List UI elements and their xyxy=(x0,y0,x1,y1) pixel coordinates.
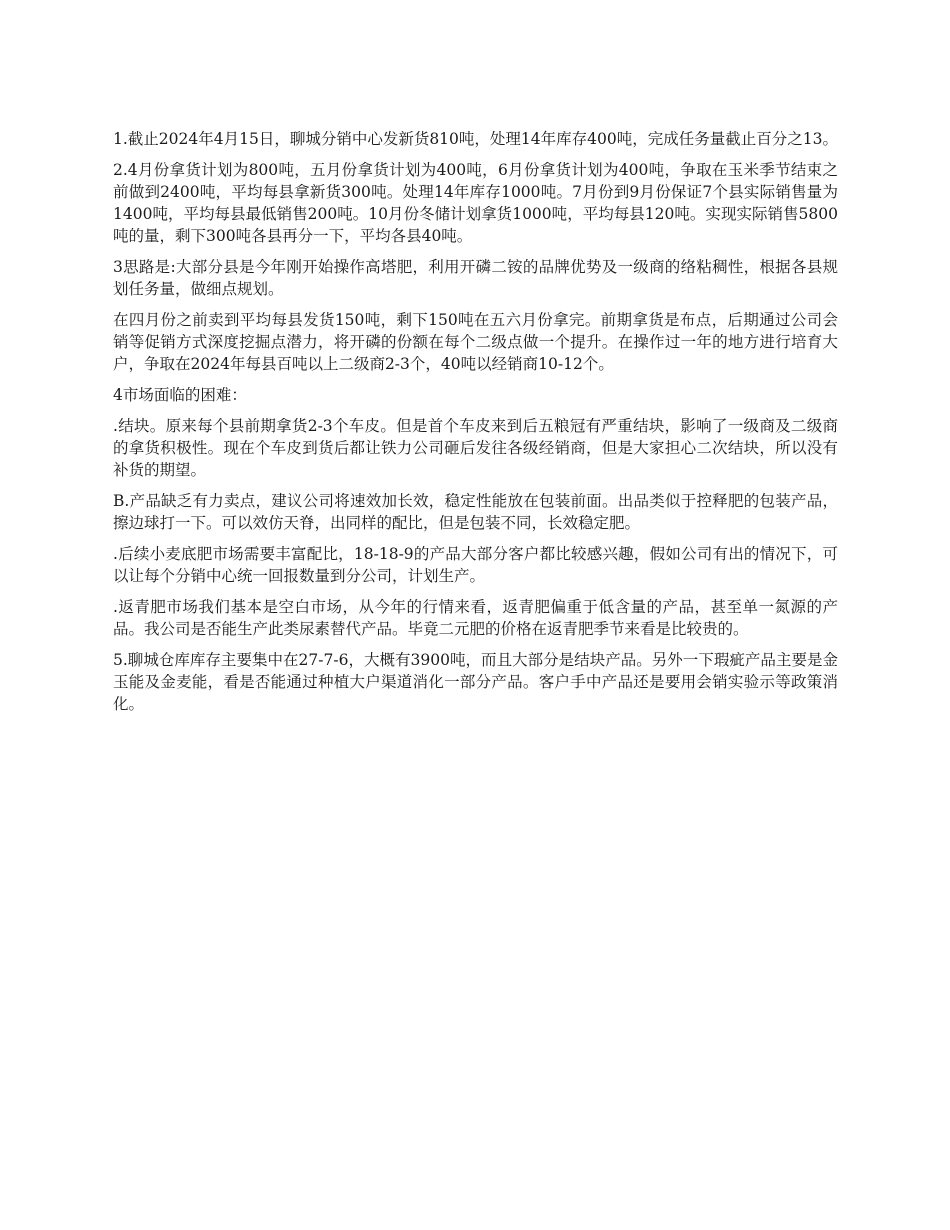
paragraph-progress-summary: 1.截止2024年4月15日，聊城分销中心发新货810吨，处理14年库存400吨，完成任务量截止百分之13。 xyxy=(113,130,838,148)
paragraph-caking-issue: .结块。原来每个县前期拿货2-3个车皮。但是首个车皮来到后五粮冠有严重结块，影响了一级商及二级商的拿货积极性。现在个车皮到货后都让铁力公司砸后发往各级经销商，但是大家担心二次结块，所以没有补货的期望。 xyxy=(113,417,838,479)
paragraph-warehouse-inventory: 5.聊城仓库库存主要集中在27-7-6，大概有3900吨，而且大部分是结块产品。另外一下瑕疵产品主要是金玉能及金麦能，看是否能通过种植大户渠道消化一部分产品。客户手中产品还是要用会销实验示等政策消化。 xyxy=(113,651,838,713)
paragraph-wheat-fertilizer: .后续小麦底肥市场需要丰富配比，18-18-9的产品大部分客户都比较感兴趣，假如公司有出的情况下，可以让每个分销中心统一回报数量到分公司，计划生产。 xyxy=(113,545,838,585)
paragraph-selling-point-issue: B.产品缺乏有力卖点，建议公司将速效加长效，稳定性能放在包装前面。出品类似于控释肥的包装产品，擦边球打一下。可以效仿天脊，出同样的配比，但是包装不同，长效稳定肥。 xyxy=(113,492,838,532)
paragraph-topdressing-market: .返青肥市场我们基本是空白市场，从今年的行情来看，返青肥偏重于低含量的产品，甚至单一氮源的产品。我公司是否能生产此类尿素替代产品。毕竟二元肥的价格在返青肥季节来看是比较贵的。 xyxy=(113,598,838,638)
paragraph-strategy: 3思路是:大部分县是今年刚开始操作高塔肥，利用开磷二铵的品牌优势及一级商的络粘稠性，根据各县规划任务量，做细点规划。 xyxy=(113,258,838,298)
paragraph-strategy-detail: 在四月份之前卖到平均每县发货150吨，剩下150吨在五六月份拿完。前期拿货是布点，后期通过公司会销等促销方式深度挖掘点潜力，将开磷的份额在每个二级点做一个提升。在操作过一年的地方进行培育大户，争取在2024年每县百吨以上二级商2-3个，40吨以经销商10-12个。 xyxy=(113,311,838,373)
paragraph-difficulties-heading: 4市场面临的困难： xyxy=(113,386,247,404)
document-body xyxy=(113,128,838,715)
paragraph-purchase-plan: 2.4月份拿货计划为800吨，五月份拿货计划为400吨，6月份拿货计划为400吨，争取在玉米季节结束之前做到2400吨，平均每县拿新货300吨。处理14年库存1000吨。7月份到9月份保证7个县实际销售量为1400吨，平均每县最低销售200吨。10月份冬储计划拿货1000吨，平均每县120吨。实现实际销售5800吨的量，剩下300吨各县再分一下，平均各县40吨。 xyxy=(113,161,838,245)
